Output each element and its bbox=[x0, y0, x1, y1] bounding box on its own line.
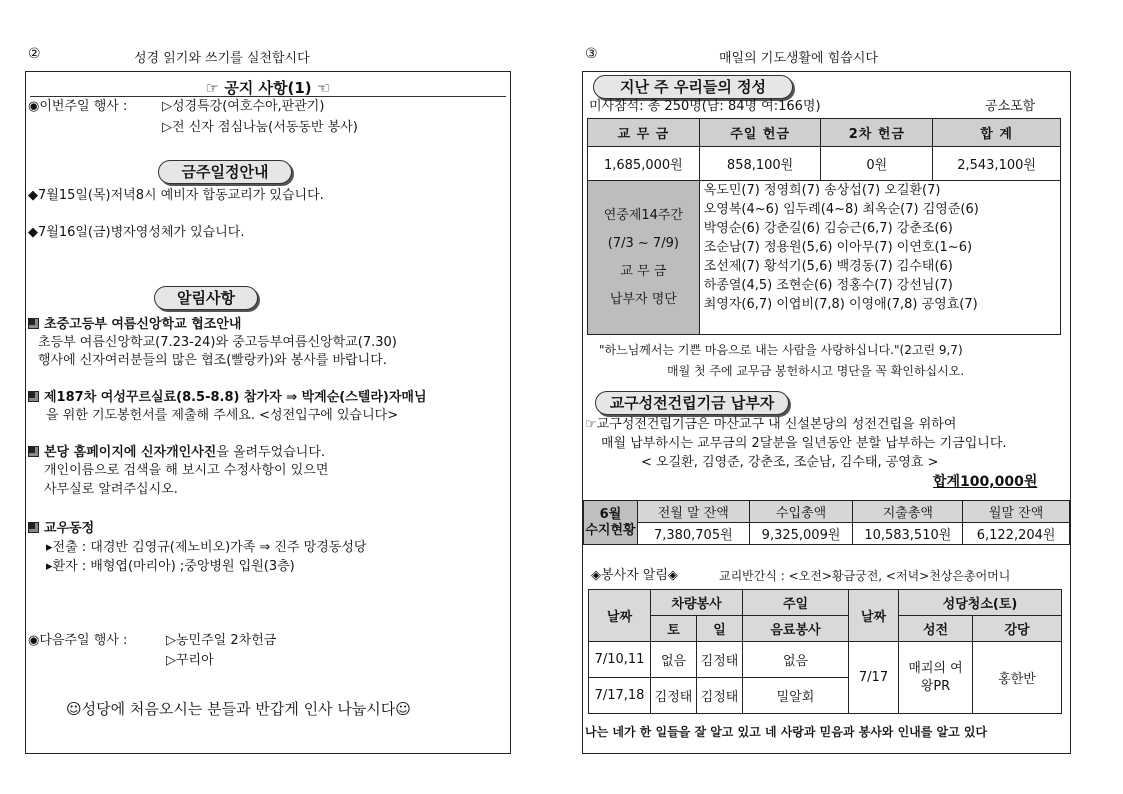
schedule-item-1: ◆7월15일(목)저녁8시 예비자 합동교리가 있습니다. bbox=[28, 188, 324, 203]
dues-label-line: 교 무 금 bbox=[620, 263, 667, 279]
schedule-header-hall: 강당 bbox=[973, 616, 1062, 642]
this-week-item-2: ▷전 신자 점심나눔(서동동반 봉사) bbox=[162, 120, 358, 135]
finance-header-prev: 전월 말 잔액 bbox=[637, 501, 749, 523]
dues-donor-list bbox=[699, 181, 1060, 335]
offering-value-sunday: 858,100원 bbox=[699, 147, 821, 181]
offering-value-total: 2,543,100원 bbox=[933, 147, 1061, 181]
left-page-header: 성경 읽기와 쓰기를 실천합시다 bbox=[134, 51, 310, 66]
announcement-3-title: 본당 홈페이지에 신자개인사진을 올려두었습니다. bbox=[28, 445, 325, 461]
offering-title: 지난 주 우리들의 정성 bbox=[593, 75, 793, 99]
building-fund-names: < 오길환, 김영준, 강춘조, 조순남, 김수태, 공영효 > bbox=[641, 455, 939, 470]
announcements-title: 알림사항 bbox=[154, 286, 258, 310]
donor-line: 조순남(7) 정용원(5,6) 이아무(7) 이연호(1~6) bbox=[703, 240, 973, 255]
volunteer-snack-note: 교리반간식 : <오전>황금궁전, <저녁>천상은총어머니 bbox=[719, 569, 1011, 583]
offering-table bbox=[587, 118, 1061, 335]
dues-label-line: 납부자 명단 bbox=[609, 291, 677, 307]
offering-value-second: 0원 bbox=[821, 147, 933, 181]
schedule-header-sat: 토 bbox=[651, 616, 697, 642]
left-page-number: ② bbox=[28, 46, 41, 62]
announcement-2-line-1: 을 위한 기도봉헌서를 제출해 주세요. <성전입구에 있습니다> bbox=[46, 408, 399, 423]
finance-value-prev: 7,380,705원 bbox=[637, 523, 749, 545]
volunteer-schedule-table bbox=[588, 589, 1062, 714]
left-bulletin-panel bbox=[25, 71, 511, 754]
schedule-title: 금주일정안내 bbox=[158, 160, 292, 184]
notice-divider bbox=[30, 96, 506, 97]
scripture-quote: "하느님께서는 기쁜 마음으로 내는 사람을 사랑하십니다."(2고린 9,7) bbox=[599, 343, 963, 357]
schedule-header-date: 날짜 bbox=[589, 590, 651, 642]
announcement-3-line-2: 사무실로 알려주십시오. bbox=[44, 482, 178, 497]
announcement-1-title: 초중고등부 여름신앙학교 협조안내 bbox=[28, 317, 241, 333]
bullet-square-icon bbox=[28, 318, 39, 329]
schedule-header-car: 차량봉사 bbox=[651, 590, 743, 616]
volunteer-title: ◈봉사자 알림◈ bbox=[591, 568, 678, 583]
schedule-item-2: ◆7월16일(금)병자영성체가 있습니다. bbox=[28, 225, 245, 240]
announcement-4-title: 교우동정 bbox=[28, 521, 94, 537]
offering-header-second: 2차 헌금 bbox=[821, 119, 933, 147]
donor-line: 박영순(6) 강춘길(6) 김승근(6,7) 강춘조(6) bbox=[703, 221, 953, 236]
dues-reminder: 매월 첫 주에 교무금 봉헌하시고 명단을 꼭 확인하십시오. bbox=[667, 364, 965, 378]
schedule-row-1-sun: 김정태 bbox=[697, 642, 743, 678]
right-page-number: ③ bbox=[585, 46, 598, 62]
finance-header-income: 수입총액 bbox=[749, 501, 853, 523]
bullet-square-icon bbox=[28, 522, 39, 533]
next-week-item-1: ▷농민주일 2차헌금 bbox=[166, 633, 277, 648]
schedule-header-sunday: 주일 bbox=[743, 590, 849, 616]
finance-summary-table bbox=[583, 500, 1070, 545]
right-bulletin-panel bbox=[582, 71, 1071, 754]
finance-header-expense: 지출총액 bbox=[853, 501, 963, 523]
schedule-header-sanctuary: 성전 bbox=[899, 616, 973, 642]
schedule-header-sun: 일 bbox=[697, 616, 743, 642]
finance-value-income: 9,325,009원 bbox=[749, 523, 853, 545]
this-week-label: ◉이번주일 행사 : bbox=[28, 99, 128, 114]
schedule-row-1-drinks: 없음 bbox=[743, 642, 849, 678]
next-week-label: ◉다음주일 행사 : bbox=[28, 633, 128, 648]
building-fund-line-2: 매월 납부하시는 교무금의 2달분을 일년동안 분할 납부하는 기금입니다. bbox=[601, 436, 1007, 451]
offering-value-dues: 1,685,000원 bbox=[588, 147, 700, 181]
bullet-square-icon bbox=[28, 446, 39, 457]
donor-line: 오영복(4~6) 임두례(4~8) 최옥순(7) 김영준(6) bbox=[703, 202, 979, 217]
schedule-row-2-date: 7/17,18 bbox=[589, 678, 651, 714]
offering-header-sunday: 주일 헌금 bbox=[699, 119, 821, 147]
schedule-row-2-sun: 김정태 bbox=[697, 678, 743, 714]
finance-summary-label: 수지현황 bbox=[585, 522, 636, 538]
schedule-row-2-drinks: 밀알회 bbox=[743, 678, 849, 714]
donor-line: 최영자(6,7) 이엽비(7,8) 이영애(7,8) 공영효(7) bbox=[703, 297, 978, 312]
schedule-row-1-sat: 없음 bbox=[651, 642, 697, 678]
building-fund-line-1: ☞교구성전건립기금은 마산교구 내 신설본당의 성전건립을 위하여 bbox=[585, 417, 957, 432]
building-fund-total: 합계100,000원 bbox=[933, 474, 1038, 490]
schedule-row-1-date: 7/10,11 bbox=[589, 642, 651, 678]
announcement-3-line-1: 개인이름으로 검색을 해 보시고 수정사항이 있으면 bbox=[44, 463, 329, 478]
schedule-header-drinks: 음료봉사 bbox=[743, 616, 849, 642]
offering-header-total: 합 계 bbox=[933, 119, 1061, 147]
schedule-header-date-2: 날짜 bbox=[849, 590, 899, 642]
finance-value-expense: 10,583,510원 bbox=[853, 523, 963, 545]
attendance-text: 미사참석: 총 250명(남: 84명 여:166명) bbox=[589, 99, 821, 114]
next-week-item-2: ▷꾸리아 bbox=[166, 653, 214, 668]
bullet-square-icon bbox=[28, 391, 39, 402]
footer-quote: 나는 네가 한 일들을 잘 알고 있고 네 사랑과 믿음과 봉사와 인내를 알고 있다 bbox=[585, 725, 988, 739]
notice-title: ☞ 공지 사항(1) ☜ bbox=[205, 79, 331, 97]
cleaning-sanctuary: 매괴의 여왕PR bbox=[899, 642, 973, 714]
greeting-message: ☺성당에 처음오시는 분들과 반갑게 인사 나눕시다☺ bbox=[66, 700, 411, 718]
donor-line: 옥도민(7) 정영희(7) 송상섭(7) 오길환(7) bbox=[703, 183, 941, 198]
finance-month-label: 6월 bbox=[599, 506, 622, 522]
cleaning-hall: 홍한반 bbox=[973, 642, 1062, 714]
donor-line: 조선제(7) 황석기(5,6) 백경동(7) 김수태(6) bbox=[703, 259, 953, 274]
offering-header-dues: 교 무 금 bbox=[588, 119, 700, 147]
finance-header-balance: 월말 잔액 bbox=[963, 501, 1070, 523]
announcement-4-line-1: ▸전출 : 대경반 김영규(제노비오)가족 ⇒ 진주 망경동성당 bbox=[46, 540, 367, 555]
donor-line: 하종열(4,5) 조현순(6) 정홍수(7) 강선님(7) bbox=[703, 278, 953, 293]
schedule-row-2-sat: 김정태 bbox=[651, 678, 697, 714]
announcement-2-title: 제187차 여성꾸르실료(8.5-8.8) 참가자 ⇒ 박계순(스텔라)자매님 bbox=[28, 390, 427, 406]
building-fund-title: 교구성전건립기금 납부자 bbox=[595, 391, 789, 415]
dues-label-cell bbox=[588, 181, 700, 335]
this-week-item-1: ▷성경특강(여호수아,판관기) bbox=[162, 99, 325, 114]
schedule-header-cleaning: 성당청소(토) bbox=[899, 590, 1062, 616]
finance-row-label bbox=[584, 501, 638, 545]
announcement-1-line-1: 초등부 여름신앙학교(7.23-24)와 중고등부여름신앙학교(7.30) bbox=[38, 335, 397, 350]
announcement-4-line-2: ▸환자 : 배형엽(마리아) ;중앙병원 입원(3층) bbox=[46, 559, 295, 574]
announcement-1-line-2: 행사에 신자여러분들의 많은 협조(빨랑카)와 봉사를 바랍니다. bbox=[38, 353, 387, 368]
dues-label-line: (7/3 ~ 7/9) bbox=[607, 235, 679, 251]
cleaning-date: 7/17 bbox=[849, 642, 899, 714]
right-page-header: 매일의 기도생활에 힘씁시다 bbox=[719, 51, 878, 66]
dues-label-line: 연중제14주간 bbox=[603, 207, 684, 223]
finance-value-balance: 6,122,204원 bbox=[963, 523, 1070, 545]
attendance-note: 공소포함 bbox=[985, 99, 1036, 114]
